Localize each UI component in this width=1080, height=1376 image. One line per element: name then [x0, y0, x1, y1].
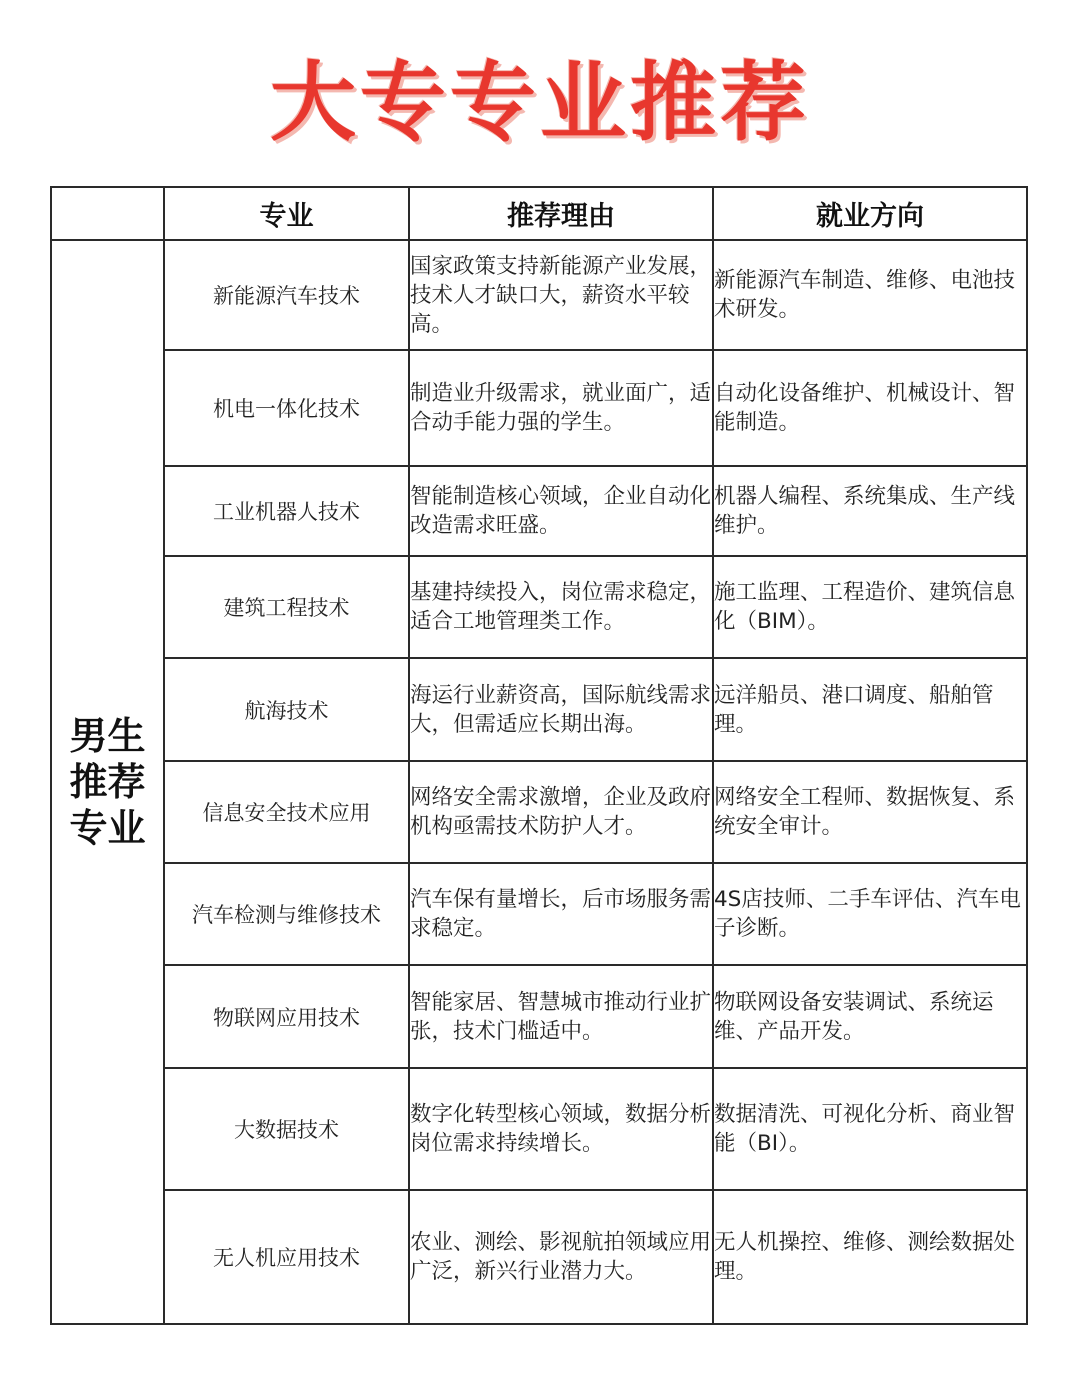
table-row — [51, 1190, 1027, 1324]
reason-text: 制造业升级需求，就业面广，适合动手能力强的学生。 — [409, 350, 713, 466]
direction-text: 新能源汽车制造、维修、电池技术研发。 — [713, 240, 1027, 350]
direction-text: 4S店技师、二手车评估、汽车电子诊断。 — [713, 863, 1027, 965]
major-name: 无人机应用技术 — [164, 1190, 409, 1324]
major-name: 汽车检测与维修技术 — [164, 863, 409, 965]
reason-text: 智能家居、智慧城市推动行业扩张，技术门槛适中。 — [409, 965, 713, 1068]
header-major: 专业 — [164, 187, 409, 240]
table-row — [51, 658, 1027, 761]
table-row — [51, 965, 1027, 1068]
side-label-line: 推荐 — [69, 759, 146, 804]
direction-text: 机器人编程、系统集成、生产线维护。 — [713, 466, 1027, 556]
major-name: 物联网应用技术 — [164, 965, 409, 1068]
direction-text: 物联网设备安装调试、系统运维、产品开发。 — [713, 965, 1027, 1068]
page-title: 大专专业推荐 — [270, 53, 810, 153]
reason-text: 数字化转型核心领域，数据分析岗位需求持续增长。 — [409, 1068, 713, 1190]
major-name: 航海技术 — [164, 658, 409, 761]
major-name: 大数据技术 — [164, 1068, 409, 1190]
majors-table — [50, 186, 1028, 1325]
direction-text: 无人机操控、维修、测绘数据处理。 — [713, 1190, 1027, 1324]
side-label-line: 男生 — [69, 713, 146, 758]
major-name: 机电一体化技术 — [164, 350, 409, 466]
table-row — [51, 863, 1027, 965]
table-row — [51, 1068, 1027, 1190]
side-label-line: 专业 — [69, 805, 146, 850]
reason-text: 汽车保有量增长，后市场服务需求稳定。 — [409, 863, 713, 965]
header-blank — [51, 187, 164, 240]
major-name: 信息安全技术应用 — [164, 761, 409, 863]
direction-text: 网络安全工程师、数据恢复、系统安全审计。 — [713, 761, 1027, 863]
table-row — [51, 350, 1027, 466]
major-name: 新能源汽车技术 — [164, 240, 409, 350]
direction-text: 施工监理、工程造价、建筑信息化（BIM）。 — [713, 556, 1027, 658]
direction-text: 远洋船员、港口调度、船舶管理。 — [713, 658, 1027, 761]
reason-text: 智能制造核心领域，企业自动化改造需求旺盛。 — [409, 466, 713, 556]
direction-text: 数据清洗、可视化分析、商业智能（BI）。 — [713, 1068, 1027, 1190]
header-direction: 就业方向 — [713, 187, 1027, 240]
table-row — [51, 556, 1027, 658]
reason-text: 农业、测绘、影视航拍领域应用广泛，新兴行业潜力大。 — [409, 1190, 713, 1324]
table-header-row — [51, 187, 1027, 240]
major-name: 建筑工程技术 — [164, 556, 409, 658]
reason-text: 海运行业薪资高，国际航线需求大，但需适应长期出海。 — [409, 658, 713, 761]
reason-text: 网络安全需求激增，企业及政府机构亟需技术防护人才。 — [409, 761, 713, 863]
table-row — [51, 761, 1027, 863]
direction-text: 自动化设备维护、机械设计、智能制造。 — [713, 350, 1027, 466]
reason-text: 国家政策支持新能源产业发展，技术人才缺口大，薪资水平较高。 — [409, 240, 713, 350]
side-label-cell — [51, 240, 164, 1324]
reason-text: 基建持续投入，岗位需求稳定，适合工地管理类工作。 — [409, 556, 713, 658]
header-reason: 推荐理由 — [409, 187, 713, 240]
table-row — [51, 466, 1027, 556]
table-row — [51, 240, 1027, 350]
major-name: 工业机器人技术 — [164, 466, 409, 556]
